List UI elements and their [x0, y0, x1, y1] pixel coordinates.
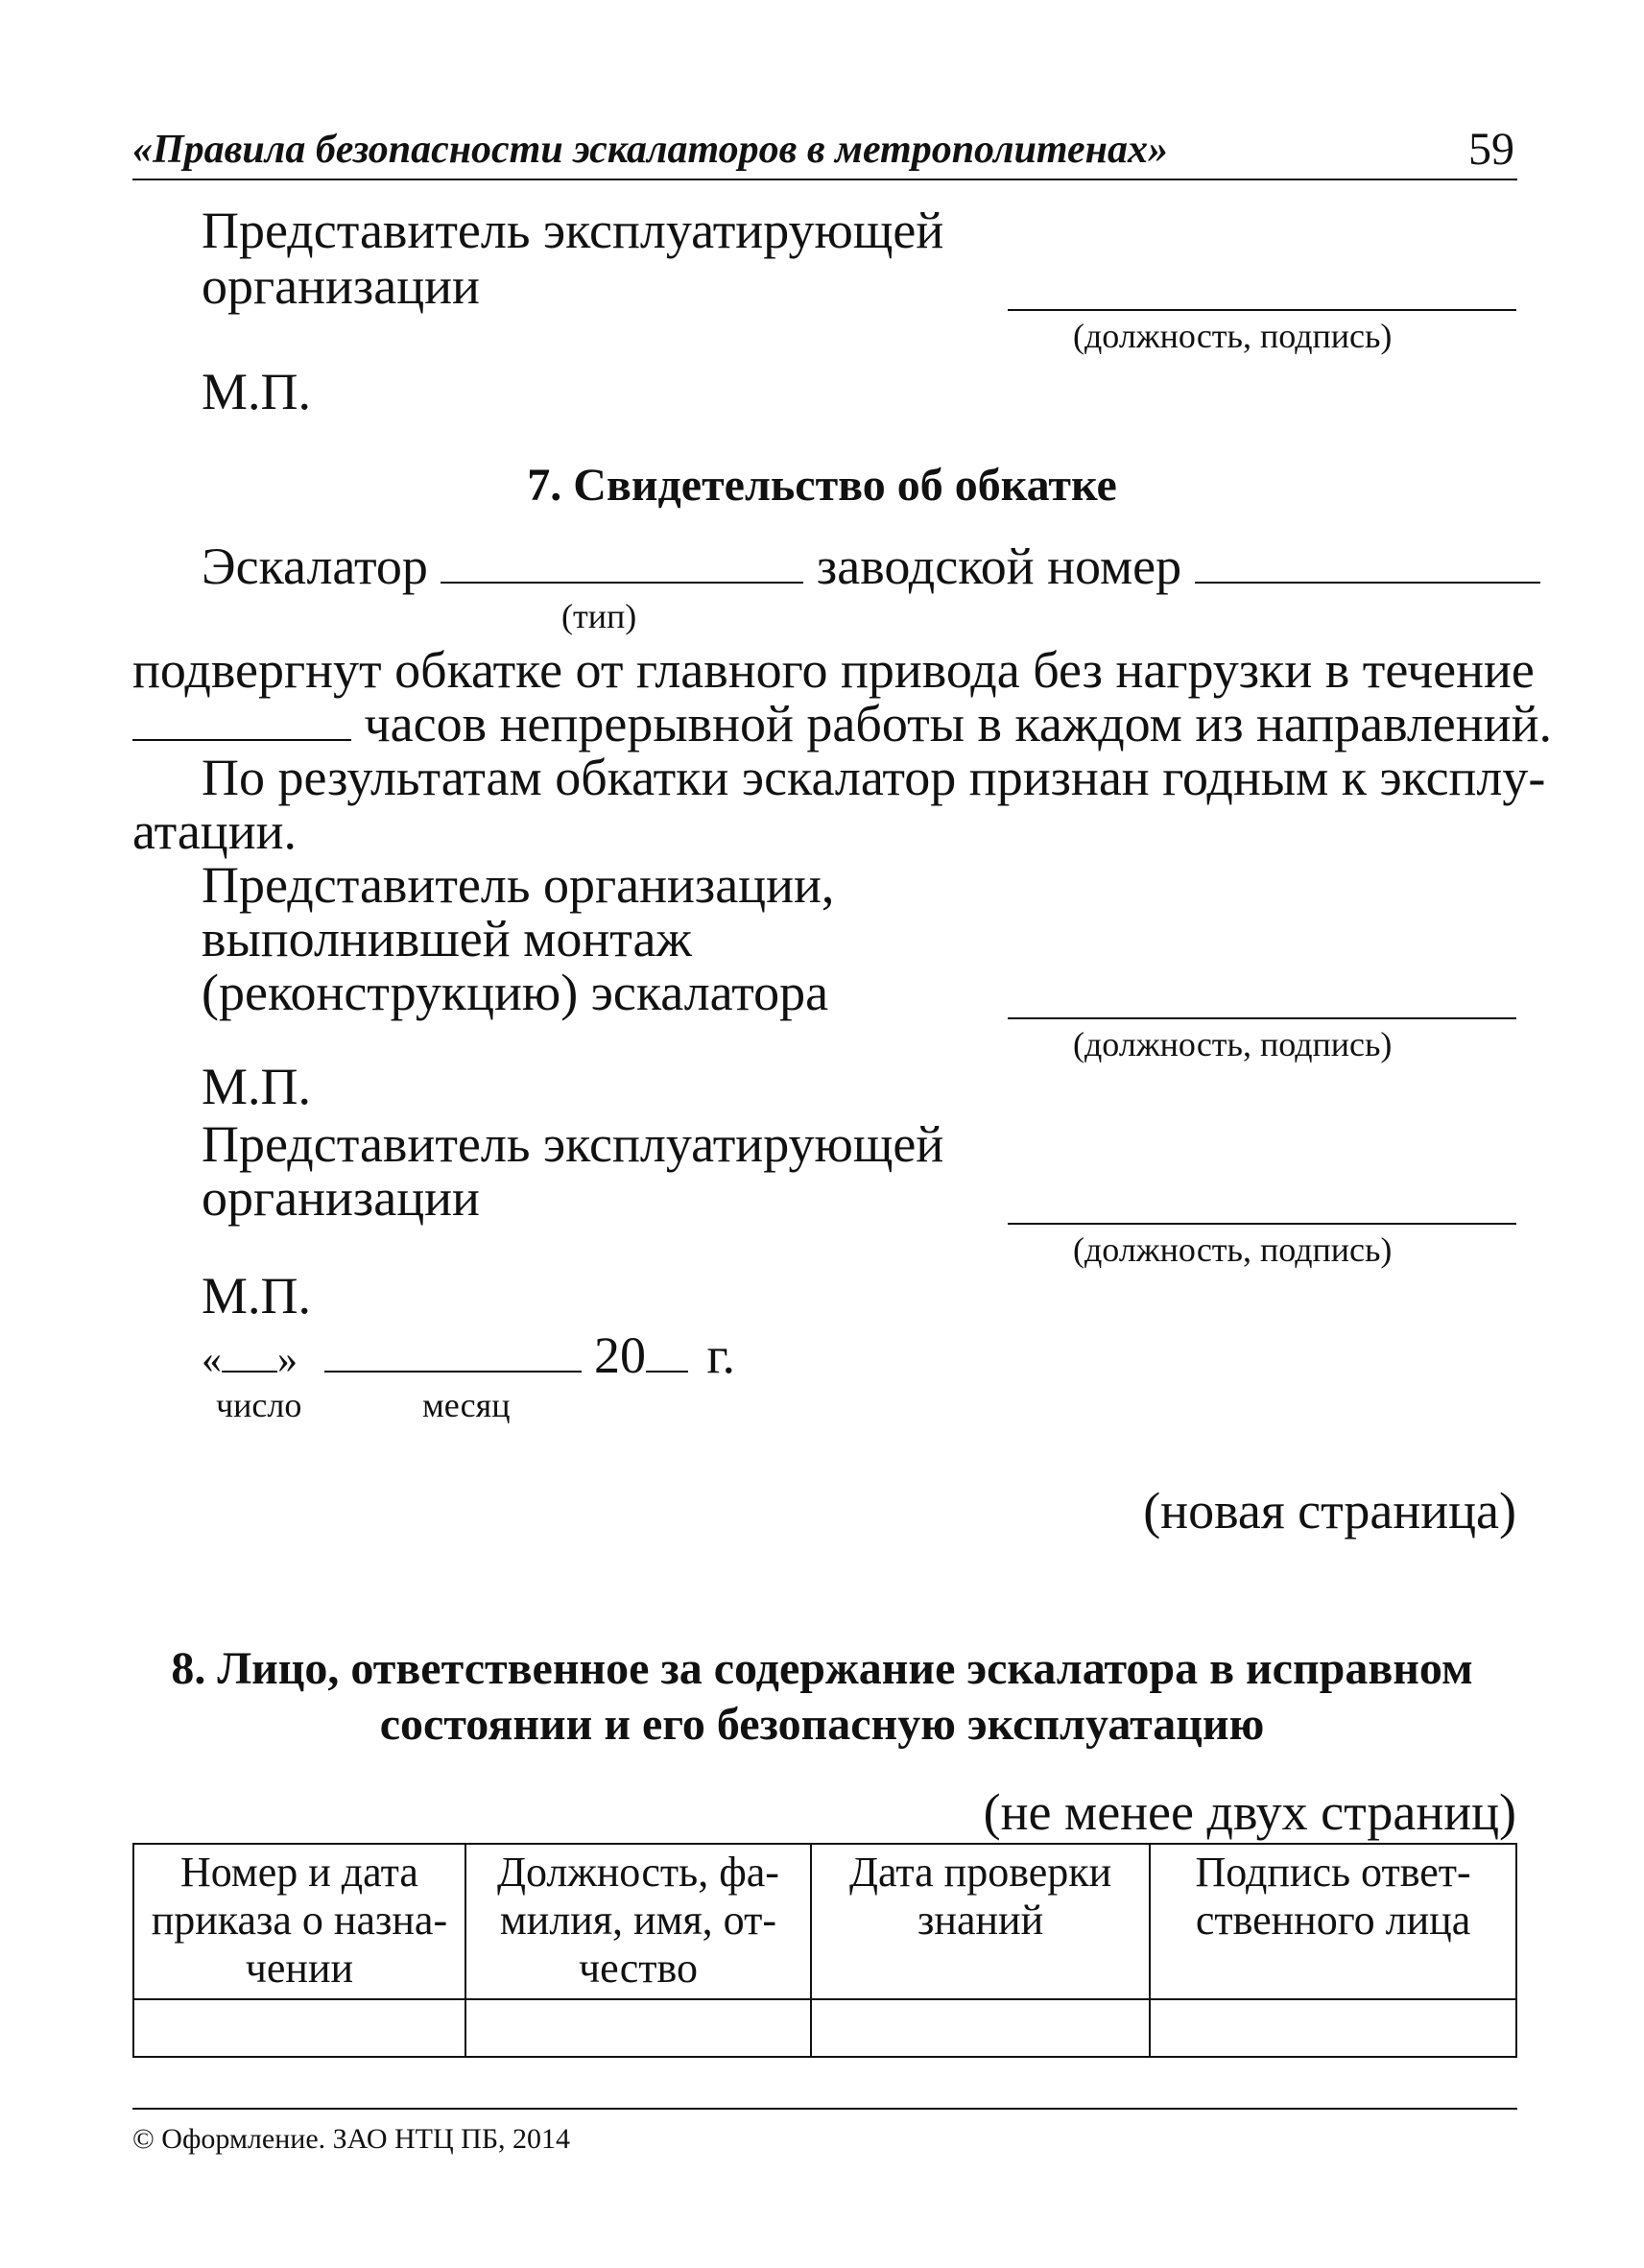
- year-blank: [646, 1370, 688, 1373]
- type-blank: [441, 581, 803, 584]
- p1-line1: подвергнут обкатке от главного привода без нагрузки в течение: [132, 641, 1535, 699]
- escalator-label: Эскалатор: [202, 537, 428, 595]
- section-8-heading-line1: 8. Лицо, ответственное за содержание эскалатора в исправном: [171, 1643, 1473, 1694]
- footer-rule: [132, 2108, 1517, 2110]
- stamp-label: М.П.: [202, 1267, 312, 1325]
- p2-line2: атации.: [132, 802, 297, 860]
- p1-line2-wrap: [132, 695, 1552, 752]
- factory-number-blank: [1195, 581, 1540, 584]
- installer-line2: выполнившей монтаж: [202, 910, 692, 967]
- date-open-quote: «: [202, 1338, 222, 1382]
- year-suffix: г.: [706, 1326, 736, 1384]
- table-header-cell: Номер и дата приказа о назна-чении: [133, 1844, 465, 1999]
- operator-line1: Представитель эксплуатирующей: [202, 1115, 944, 1173]
- installer-line3: (реконструкцию) эскалатора: [202, 964, 829, 1021]
- p2-line1: По результатам обкатки эскалатор признан годным к эксплу-: [202, 749, 1546, 806]
- table-cell: [1150, 1999, 1516, 2057]
- day-blank: [222, 1370, 277, 1373]
- signature-line: [1008, 309, 1516, 311]
- escalator-line: [202, 537, 1540, 595]
- table-row: [133, 1999, 1516, 2057]
- table-header-row: [133, 1844, 1516, 1999]
- date-hint-day: число: [216, 1386, 302, 1424]
- new-page-note: (новая страница): [1143, 1482, 1516, 1540]
- date-close-quote: »: [277, 1338, 298, 1382]
- table-cell: [465, 1999, 811, 2057]
- running-header-title: «Правила безопасности эскалаторов в метрополитенах»: [132, 128, 1168, 172]
- signature-caption: (должность, подпись): [1073, 317, 1393, 355]
- table-header-cell: Дата проверки знаний: [811, 1844, 1150, 1999]
- rep-operator-line1: Представитель эксплуатирующей: [202, 202, 944, 259]
- stamp-label: М.П.: [202, 1058, 312, 1115]
- section-8-heading: [0, 1641, 1644, 1753]
- page-number: 59: [1468, 124, 1514, 175]
- year-prefix: 20: [594, 1326, 646, 1384]
- hours-blank: [132, 738, 351, 741]
- p1-line2: часов непрерывной работы в каждом из направлений.: [364, 695, 1552, 752]
- table-cell: [811, 1999, 1150, 2057]
- responsible-person-table: [132, 1843, 1517, 2058]
- signature-caption: (должность, подпись): [1073, 1025, 1393, 1063]
- signature-caption: (должность, подпись): [1073, 1230, 1393, 1269]
- table-header-cell: Подпись ответ-ственного лица: [1150, 1844, 1516, 1999]
- min-pages-note: (не менее двух страниц): [983, 1783, 1516, 1841]
- signature-line: [1008, 1223, 1516, 1225]
- signature-line: [1008, 1017, 1516, 1019]
- section-7-heading: 7. Свидетельство об обкатке: [527, 460, 1117, 511]
- operator-line2: организации: [202, 1169, 480, 1227]
- date-hint-month: месяц: [422, 1386, 511, 1424]
- table-cell: [133, 1999, 465, 2057]
- section-8-heading-line2: состоянии и его безопасную эксплуатацию: [379, 1699, 1265, 1750]
- type-hint: (тип): [561, 597, 637, 635]
- installer-line1: Представитель организации,: [202, 856, 835, 914]
- factory-number-label: заводской номер: [816, 537, 1182, 595]
- month-blank: [324, 1370, 582, 1373]
- stamp-label: М.П.: [202, 363, 312, 420]
- date-line: [202, 1326, 735, 1389]
- footer-copyright: © Оформление. ЗАО НТЦ ПБ, 2014: [132, 2123, 571, 2155]
- rep-operator-line2: организации: [202, 257, 480, 315]
- table-header-cell: Должность, фа-милия, имя, от-чество: [465, 1844, 811, 1999]
- header-rule: [132, 179, 1517, 180]
